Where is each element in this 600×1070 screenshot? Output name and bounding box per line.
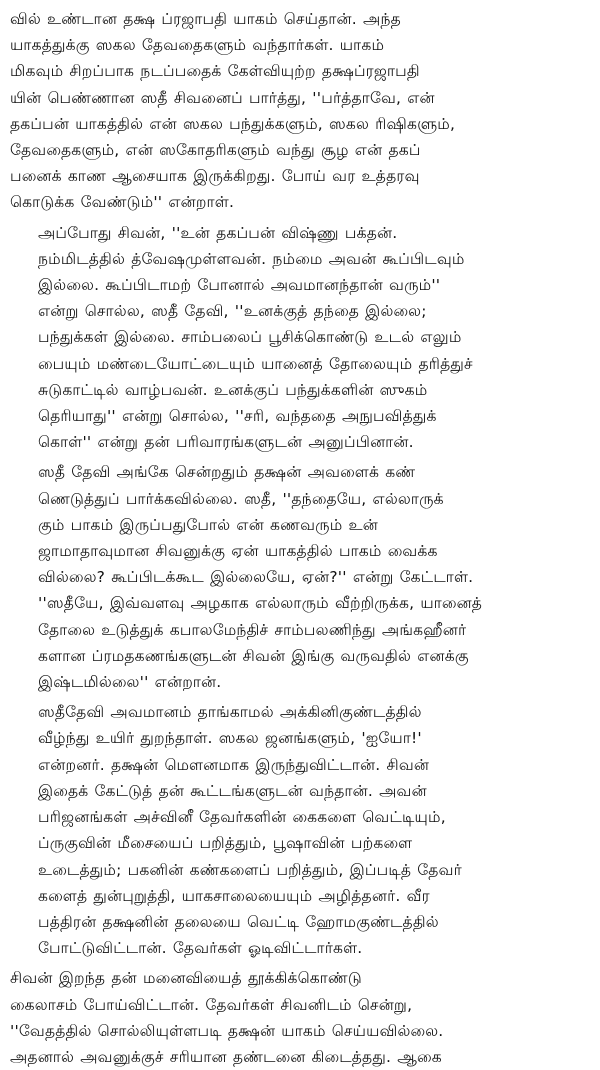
text-line: என்றனர். தக்ஷன் மௌனமாக இருந்துவிட்டான். சிவன் [38,755,430,774]
paragraph [10,459,588,695]
text-line: தேவதைகளும், என் ஸகோதரிகளும் வந்து சூழ என் தகப் [10,141,421,160]
text-line: சிவன் இறந்த தன் மனைவியைத் தூக்கிக்கொண்டு [10,969,362,988]
text-line: சுடுகாட்டில் வாழ்பவன். உனக்குப் பந்துக்களின் ஸுகம் [38,380,428,399]
paragraph [10,965,588,1070]
text-line: களான ப்ரமதகணங்களுடன் சிவன் இங்கு வருவதில் எனக்கு [38,646,469,665]
text-line: தெரியாது'' என்று சொல்ல, ''சரி, வந்ததை அநுபவித்துக் [38,407,437,426]
text-line: ஜாமாதாவுமான சிவனுக்கு ஏன் யாகத்தில் பாகம் வைக்க [38,542,438,561]
text-line: இதைக் கேட்டுத் தன் கூட்டங்களுடன் வந்தான். அவன் [38,781,427,800]
text-line: போட்டுவிட்டான். தேவர்கள் ஓடிவிட்டார்கள். [38,939,363,958]
text-line: கைலாசம் போய்விட்டான். தேவர்கள் சிவனிடம் சென்று, [10,995,413,1014]
text-line: இஷ்டமில்லை'' என்றான். [38,673,222,692]
text-line: பத்திரன் தக்ஷனின் தலையை வெட்டி ஹோமகுண்டத்தில் [38,912,439,931]
text-line: வில்லை? கூப்பிடக்கூட இல்லையே, ஏன்?'' என்று கேட்டாள். [38,568,474,587]
text-line: இல்லை. கூப்பிடாமற் போனால் அவமானந்தான் வரும்'' [38,276,441,295]
text-line: தோலை உடுத்துக் கபாலமேந்திச் சாம்பலணிந்து அங்கஹீனர் [38,620,467,639]
text-line: நம்மிடத்தில் த்வேஷமுள்ளவன். நம்மை அவன் கூப்பிடவும் [38,249,465,268]
paragraph [10,220,588,456]
text-line: ஸதீதேவி அவமானம் தாங்காமல் அக்கினிகுண்டத்தில் [38,703,422,722]
text-line: ணெடுத்துப் பார்க்கவில்லை. ஸதீ, ''தந்தையே, எல்லாருக் [38,489,444,508]
text-line: கொடுக்க வேண்டும்'' என்றாள். [10,193,235,212]
text-line: பையும் மண்டையோட்டையும் யானைத் தோலையும் தரித்துச் [38,354,473,373]
text-line: ப்ருகுவின் மீசையைப் பறித்தும், பூஷாவின் பற்களை [38,834,413,853]
text-line: வில் உண்டான தக்ஷ ப்ரஜாபதி யாகம் செய்தான். அந்த [10,10,401,28]
text-line: உடைத்தும்; பகனின் கண்களைப் பறித்தும், இப்படித் தேவர் [38,860,462,879]
paragraph [10,699,588,961]
text-line: பரிஜனங்கள் அச்வினீ தேவர்களின் கைகளை வெட்டியும், [38,808,446,827]
text-line: என்று சொல்ல, ஸதீ தேவி, ''உனக்குத் தந்தை இல்லை; [38,302,427,321]
text-line: களைத் துன்புறுத்தி, யாகசாலையையும் அழித்தனர். வீர [38,886,430,905]
text-line: பனைக் காண ஆசையாக இருக்கிறது. போய் வர உத்தரவு [10,167,420,186]
text-line: யின் பெண்ணான ஸதீ சிவனைப் பார்த்து, ''பர்த்தாவே, என் [10,88,435,107]
paragraph [10,6,588,216]
text-line: யாகத்துக்கு ஸகல தேவதைகளும் வந்தார்கள். யாகம் [10,36,385,55]
text-line: கொள்'' என்று தன் பரிவாரங்களுடன் அனுப்பினான். [38,433,414,452]
text-line: ''ஸதீயே, இவ்வளவு அழகாக எல்லாரும் வீற்றிருக்க, யானைத் [38,594,483,613]
text-line: பந்துக்கள் இல்லை. சாம்பலைப் பூசிக்கொண்டு உடல் எலும் [38,328,462,347]
text-line: தகப்பன் யாகத்தில் என் ஸகல பந்துக்களும், ஸகல ரிஷிகளும், [10,114,456,133]
text-line: அப்போது சிவன், ''உன் தகப்பன் விஷ்ணு பக்தன். [38,223,398,242]
text-line: அதனால் அவனுக்குச் சரியான தண்டனை கிடைத்தது. ஆகை [10,1047,442,1066]
text-line: ஸதீ தேவி அங்கே சென்றதும் தக்ஷன் அவளைக் கண் [38,463,416,482]
text-line: ''வேதத்தில் சொல்லியுள்ளபடி தக்ஷன் யாகம் செய்யவில்லை. [10,1021,444,1040]
text-line: கும் பாகம் இருப்பதுபோல் என் கணவரும் உன் [38,515,378,534]
text-line: மிகவும் சிறப்பாக நடப்பதைக் கேள்வியுற்ற தக்ஷப்ரஜாபதி [10,62,420,81]
text-line: வீழ்ந்து உயிர் துறந்தாள். ஸகல ஜனங்களும், 'ஐயோ!' [38,729,422,748]
